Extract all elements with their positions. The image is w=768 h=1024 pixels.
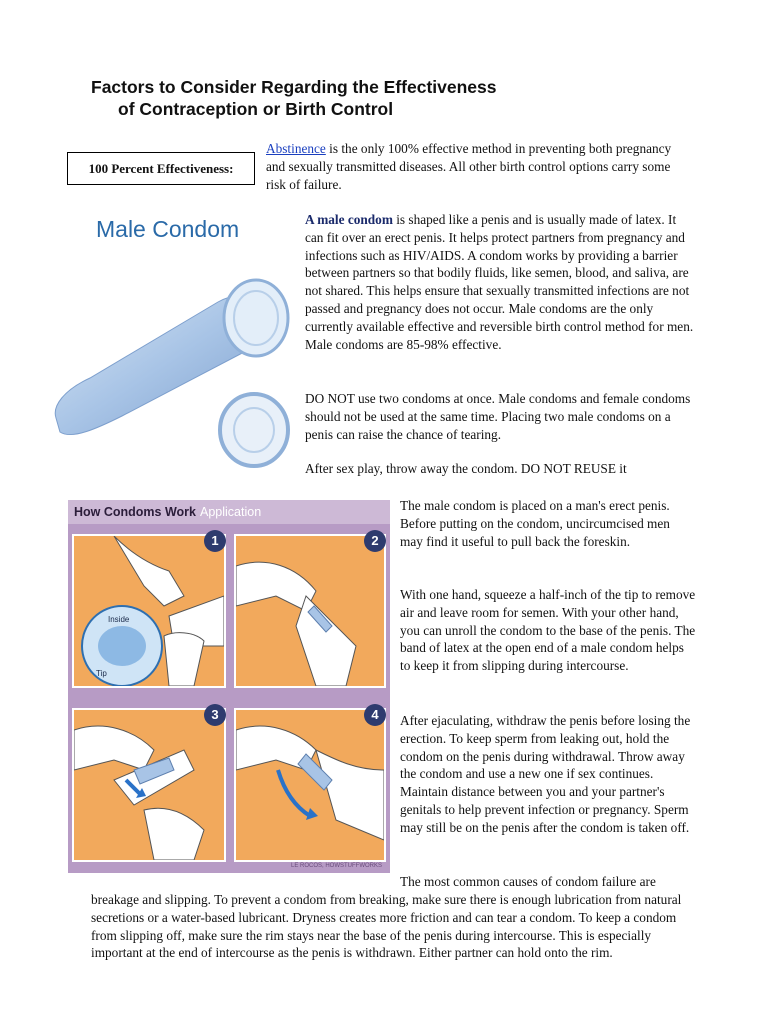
tip-label: Tip — [96, 669, 107, 678]
figure-header-subtitle: Application — [200, 505, 262, 519]
placement-paragraph: The male condom is placed on a man's erect penis. Before putting on the condom, uncircumcised men may find it useful to pull back the foreskin. — [400, 498, 670, 549]
step-2-illustration — [236, 536, 384, 686]
intro-paragraph — [266, 140, 686, 193]
figure-header-title: How Condoms Work — [74, 505, 196, 519]
effectiveness-label: 100 Percent Effectiveness: — [88, 160, 234, 176]
title-line-2: of Contraception or Birth Control — [118, 99, 394, 119]
figure-header — [68, 500, 390, 524]
male-condom-paragraph — [305, 211, 695, 353]
withdrawal-paragraph: After ejaculating, withdraw the penis before losing the erection. To keep sperm from leaking out, hold the condom on the penis during withdrawal. Throw away the condom and use a new one if sex continues. Maintain distance between you and your partner's genitals to help prevent infection or pregnancy. Sperm may still be on the penis after the condom is taken off. — [400, 713, 691, 835]
how-condoms-work-figure — [68, 500, 390, 873]
male-condom-text: is shaped like a penis and is usually made of latex. It can fit over an erect penis. It helps protect partners from pregnancy and infections such as HIV/AIDS. A condom works by providing a barrier between partners so that bodily fluids, like semen, blood, and saliva, are not shared. This helps ensure that sexually transmitted infections are not passed and pregnancy does not occur. Male condoms are the only currently available effective and reversible birth control method for men. Male condoms are 85-98% effective. — [305, 212, 694, 352]
abstinence-link[interactable]: Abstinence — [266, 141, 326, 156]
male-condom-caption: Male Condom — [96, 216, 240, 242]
step-2-badge: 2 — [364, 530, 386, 552]
figure-credit: LE ROCOS, HOWSTUFFWORKS — [290, 863, 382, 869]
page-title — [91, 76, 691, 120]
failure-first-line: The most common causes of condom failure are — [400, 874, 656, 889]
step-3-panel — [72, 708, 226, 862]
step-2-panel — [234, 534, 386, 688]
male-condom-illustration — [50, 210, 296, 472]
step-4-illustration — [236, 710, 384, 860]
male-condom-lead: A male condom — [305, 212, 393, 227]
step-3-badge: 3 — [204, 704, 226, 726]
step-3-illustration — [74, 710, 224, 860]
unroll-paragraph: With one hand, squeeze a half-inch of the tip to remove air and leave room for semen. With your other hand, you can unroll the condom to the base of the penis. The band of latex at the open end of a male condom helps to keep it from slipping during intercourse. — [400, 587, 696, 674]
male-condom-figure — [50, 210, 296, 472]
step-4-badge: 4 — [364, 704, 386, 726]
inside-label: Inside — [108, 615, 130, 624]
warning-paragraph: DO NOT use two condoms at once. Male condoms and female condoms should not be used at the same time. Placing two male condoms on a penis can raise the chance of tearing. — [305, 391, 691, 442]
title-line-1: Factors to Consider Regarding the Effectiveness — [91, 77, 497, 97]
step-4-panel — [234, 708, 386, 862]
after-paragraph: After sex play, throw away the condom. DO NOT REUSE it — [305, 461, 627, 476]
effectiveness-label-box — [67, 152, 255, 185]
failure-paragraph: breakage and slipping. To prevent a condom from breaking, make sure there is enough lubrication from natural secretions or a water-based lubricant. Dryness creates more friction and can tear a condom. To keep a condom from slipping off, make sure the rim stays near the base of the penis during intercourse. This is especially important at the end of intercourse as the penis is withdrawn. Either partner can hold onto the rim. — [91, 892, 682, 961]
step-1-illustration — [74, 536, 224, 686]
intro-text: is the only 100% effective method in preventing both pregnancy and sexually transmitted diseases. All other birth control options carry some risk of failure. — [266, 141, 672, 192]
step-1-badge: 1 — [204, 530, 226, 552]
step-1-panel — [72, 534, 226, 688]
